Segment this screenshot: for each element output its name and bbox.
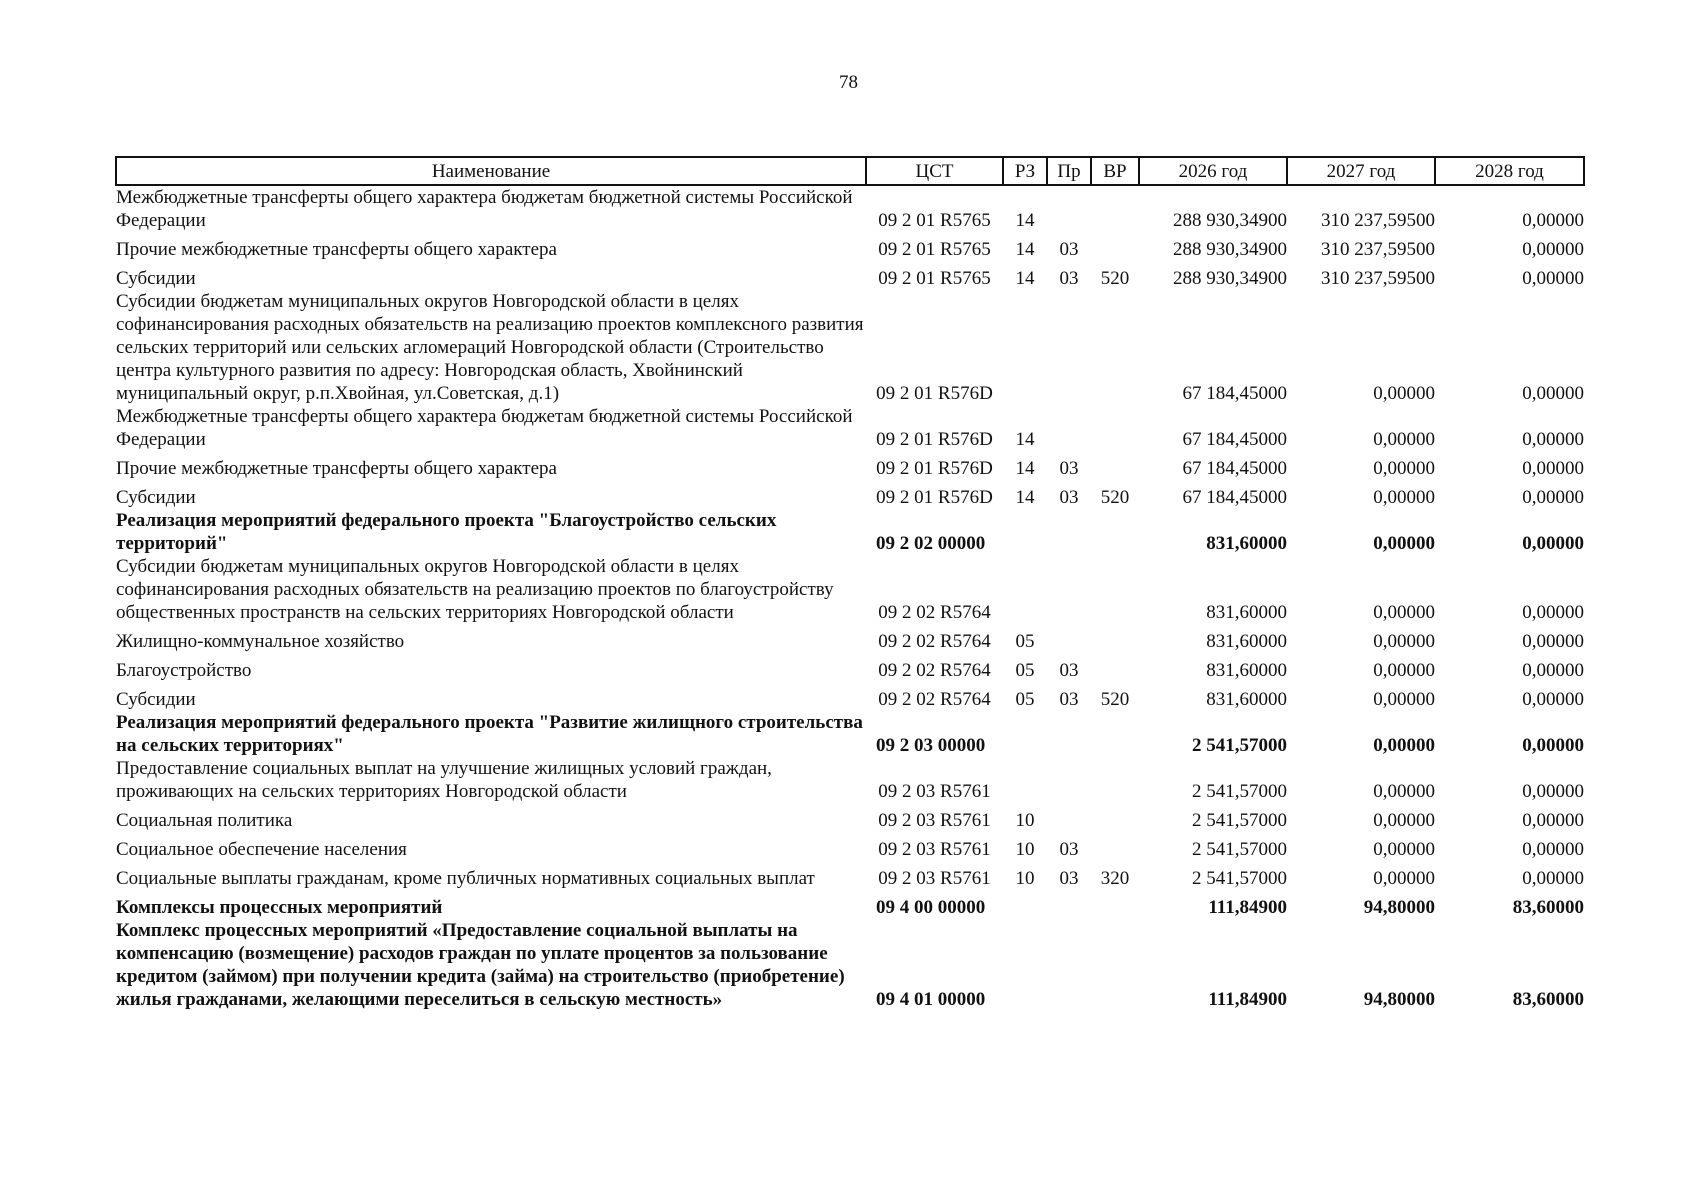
cell-2028: 83,60000 xyxy=(1512,897,1584,918)
cell-2027: 0,00000 xyxy=(1373,602,1435,623)
cell-rz: 14 xyxy=(1015,487,1035,508)
cell-2026: 2 541,57000 xyxy=(1192,868,1287,889)
cell-2028: 0,00000 xyxy=(1522,660,1584,681)
cell-2028: 0,00000 xyxy=(1522,602,1584,623)
col-header-vr: ВР xyxy=(1091,157,1139,185)
col-header-2027: 2027 год xyxy=(1287,157,1435,185)
cell-2027: 0,00000 xyxy=(1373,429,1435,450)
cell-pr xyxy=(1047,890,1091,919)
cell-name: Межбюджетные трансферты общего характера бюджетам бюджетной системы Российской Федерации xyxy=(116,187,853,231)
cell-vr xyxy=(1091,290,1139,405)
cell-vr xyxy=(1091,555,1139,624)
cell-cst: 09 2 02 R5764 xyxy=(878,602,991,623)
table-row xyxy=(116,757,1584,803)
table-row xyxy=(116,861,1584,890)
cell-vr: 320 xyxy=(1100,868,1130,889)
cell-rz: 14 xyxy=(1015,239,1035,260)
cell-pr: 03 xyxy=(1059,839,1079,860)
cell-2028: 0,00000 xyxy=(1522,239,1584,260)
cell-2026: 288 930,34900 xyxy=(1173,210,1287,231)
cell-2027: 0,00000 xyxy=(1373,810,1435,831)
cell-pr xyxy=(1047,290,1091,405)
cell-pr: 03 xyxy=(1059,868,1079,889)
cell-2026: 2 541,57000 xyxy=(1192,735,1287,756)
col-header-2026: 2026 год xyxy=(1139,157,1287,185)
table-row xyxy=(116,232,1584,261)
cell-name: Субсидии бюджетам муниципальных округов Новгородской области в целях софинансирования расходных обязательств на реализацию проектов комплексного развития сельских территорий или сельских агломераций Новгородской области (Строительство центра культурного развития по адресу: Новгородская область, Хвойнинский муниципальный округ, р.п.Хвойная, ул.Советская, д.1) xyxy=(116,291,864,404)
cell-name: Предоставление социальных выплат на улучшение жилищных условий граждан, проживающих на сельских территориях Новгородской области xyxy=(116,758,772,802)
cell-2027: 0,00000 xyxy=(1373,458,1435,479)
budget-table xyxy=(115,156,1585,1011)
cell-2027: 0,00000 xyxy=(1373,735,1435,756)
cell-cst: 09 2 01 R576D xyxy=(876,458,993,479)
cell-rz xyxy=(1003,555,1047,624)
cell-2028: 0,00000 xyxy=(1522,487,1584,508)
cell-rz: 05 xyxy=(1015,689,1035,710)
cell-cst: 09 2 01 R576D xyxy=(876,429,993,450)
table-row xyxy=(116,832,1584,861)
table-row xyxy=(116,185,1584,232)
cell-rz: 14 xyxy=(1015,429,1035,450)
cell-pr: 03 xyxy=(1059,689,1079,710)
cell-pr xyxy=(1047,803,1091,832)
cell-cst: 09 2 02 00000 xyxy=(876,533,986,554)
cell-2028: 0,00000 xyxy=(1522,383,1584,404)
cell-rz xyxy=(1003,290,1047,405)
cell-rz xyxy=(1003,890,1047,919)
cell-rz: 10 xyxy=(1015,868,1035,889)
cell-2027: 94,80000 xyxy=(1363,897,1435,918)
cell-vr xyxy=(1091,405,1139,451)
cell-vr xyxy=(1091,451,1139,480)
cell-name: Благоустройство xyxy=(116,660,252,681)
cell-rz: 14 xyxy=(1015,268,1035,289)
cell-2026: 2 541,57000 xyxy=(1192,781,1287,802)
cell-2026: 288 930,34900 xyxy=(1173,268,1287,289)
cell-2028: 0,00000 xyxy=(1522,268,1584,289)
cell-2028: 0,00000 xyxy=(1522,735,1584,756)
cell-name: Субсидии xyxy=(116,689,196,710)
cell-2027: 0,00000 xyxy=(1373,631,1435,652)
cell-rz xyxy=(1003,919,1047,1011)
cell-cst: 09 2 02 R5764 xyxy=(878,660,991,681)
cell-rz: 14 xyxy=(1015,458,1035,479)
table-row xyxy=(116,803,1584,832)
col-header-name: Наименование xyxy=(116,157,866,185)
cell-rz: 05 xyxy=(1015,660,1035,681)
cell-cst: 09 2 01 R5765 xyxy=(878,268,991,289)
cell-name: Реализация мероприятий федерального проекта "Благоустройство сельских территорий" xyxy=(116,510,777,554)
cell-2027: 0,00000 xyxy=(1373,660,1435,681)
cell-name: Социальная политика xyxy=(116,810,293,831)
table-row xyxy=(116,290,1584,405)
cell-2026: 288 930,34900 xyxy=(1173,239,1287,260)
cell-cst: 09 2 02 R5764 xyxy=(878,689,991,710)
cell-pr: 03 xyxy=(1059,268,1079,289)
col-header-rz: РЗ xyxy=(1003,157,1047,185)
cell-2027: 0,00000 xyxy=(1373,839,1435,860)
cell-pr xyxy=(1047,757,1091,803)
cell-vr xyxy=(1091,803,1139,832)
cell-2028: 0,00000 xyxy=(1522,781,1584,802)
cell-cst: 09 2 01 R576D xyxy=(876,487,993,508)
cell-2028: 0,00000 xyxy=(1522,810,1584,831)
cell-name: Субсидии бюджетам муниципальных округов Новгородской области в целях софинансирования расходных обязательств на реализацию проектов по благоустройству общественных пространств на сельских территориях Новгородской области xyxy=(116,556,834,623)
table-row xyxy=(116,624,1584,653)
cell-name: Прочие межбюджетные трансферты общего характера xyxy=(116,458,557,479)
table-row xyxy=(116,555,1584,624)
cell-2026: 67 184,45000 xyxy=(1182,429,1287,450)
cell-rz xyxy=(1003,757,1047,803)
cell-2026: 111,84900 xyxy=(1208,989,1287,1010)
cell-2028: 0,00000 xyxy=(1522,210,1584,231)
cell-cst: 09 2 03 R5761 xyxy=(878,781,991,802)
cell-2026: 831,60000 xyxy=(1206,660,1287,681)
cell-pr: 03 xyxy=(1059,458,1079,479)
cell-pr: 03 xyxy=(1059,487,1079,508)
cell-2027: 0,00000 xyxy=(1373,383,1435,404)
cell-2028: 0,00000 xyxy=(1522,839,1584,860)
table-row xyxy=(116,653,1584,682)
cell-pr xyxy=(1047,624,1091,653)
cell-rz: 10 xyxy=(1015,839,1035,860)
cell-2028: 0,00000 xyxy=(1522,631,1584,652)
cell-name: Субсидии xyxy=(116,268,196,289)
cell-cst: 09 2 03 R5761 xyxy=(878,868,991,889)
cell-vr xyxy=(1091,653,1139,682)
cell-2026: 67 184,45000 xyxy=(1182,487,1287,508)
table-row xyxy=(116,890,1584,919)
cell-cst: 09 4 01 00000 xyxy=(876,989,986,1010)
cell-pr xyxy=(1047,509,1091,555)
cell-vr: 520 xyxy=(1100,487,1130,508)
cell-cst: 09 2 02 R5764 xyxy=(878,631,991,652)
cell-pr xyxy=(1047,555,1091,624)
cell-2028: 83,60000 xyxy=(1512,989,1584,1010)
cell-2026: 831,60000 xyxy=(1206,602,1287,623)
cell-rz xyxy=(1003,711,1047,757)
col-header-2028: 2028 год xyxy=(1435,157,1584,185)
cell-2026: 67 184,45000 xyxy=(1182,383,1287,404)
cell-name: Комплекс процессных мероприятий «Предоставление социальной выплаты на компенсацию (возмещение) расходов граждан по уплате процентов за пользование кредитом (займом) при получении кредита (займа) на строительство (приобретение) жилья гражданами, желающими переселиться в сельскую местность» xyxy=(116,920,845,1010)
cell-2026: 831,60000 xyxy=(1206,631,1287,652)
cell-2027: 310 237,59500 xyxy=(1321,268,1435,289)
table-body xyxy=(116,185,1584,1011)
table-row xyxy=(116,509,1584,555)
cell-rz: 10 xyxy=(1015,810,1035,831)
table-row xyxy=(116,405,1584,451)
cell-cst: 09 2 03 R5761 xyxy=(878,839,991,860)
cell-2026: 831,60000 xyxy=(1206,533,1287,554)
cell-cst: 09 2 03 00000 xyxy=(876,735,986,756)
cell-2027: 0,00000 xyxy=(1373,689,1435,710)
cell-name: Межбюджетные трансферты общего характера бюджетам бюджетной системы Российской Федерации xyxy=(116,406,853,450)
table-row xyxy=(116,682,1584,711)
cell-2027: 310 237,59500 xyxy=(1321,239,1435,260)
cell-cst: 09 2 01 R576D xyxy=(876,383,993,404)
cell-vr xyxy=(1091,711,1139,757)
cell-vr: 520 xyxy=(1100,268,1130,289)
cell-vr xyxy=(1091,232,1139,261)
cell-cst: 09 2 01 R5765 xyxy=(878,210,991,231)
table-row xyxy=(116,919,1584,1011)
table-row xyxy=(116,711,1584,757)
table-row xyxy=(116,480,1584,509)
cell-pr: 03 xyxy=(1059,660,1079,681)
cell-2027: 0,00000 xyxy=(1373,533,1435,554)
cell-rz: 05 xyxy=(1015,631,1035,652)
cell-rz: 14 xyxy=(1015,210,1035,231)
cell-2026: 111,84900 xyxy=(1208,897,1287,918)
table-row xyxy=(116,261,1584,290)
cell-name: Социальные выплаты гражданам, кроме публичных нормативных социальных выплат xyxy=(116,868,815,889)
cell-vr xyxy=(1091,919,1139,1011)
cell-name: Реализация мероприятий федерального проекта "Развитие жилищного строительства на сельских территориях" xyxy=(116,712,863,756)
cell-vr xyxy=(1091,832,1139,861)
cell-vr xyxy=(1091,509,1139,555)
cell-pr xyxy=(1047,405,1091,451)
cell-2028: 0,00000 xyxy=(1522,458,1584,479)
cell-2027: 94,80000 xyxy=(1363,989,1435,1010)
cell-2027: 0,00000 xyxy=(1373,487,1435,508)
cell-vr: 520 xyxy=(1100,689,1130,710)
page-number: 78 xyxy=(839,72,858,93)
cell-cst: 09 4 00 00000 xyxy=(876,897,986,918)
cell-2026: 2 541,57000 xyxy=(1192,810,1287,831)
cell-2026: 67 184,45000 xyxy=(1182,458,1287,479)
cell-vr xyxy=(1091,185,1139,232)
cell-2026: 2 541,57000 xyxy=(1192,839,1287,860)
cell-cst: 09 2 01 R5765 xyxy=(878,239,991,260)
cell-pr xyxy=(1047,919,1091,1011)
cell-name: Социальное обеспечение населения xyxy=(116,839,407,860)
cell-2027: 0,00000 xyxy=(1373,868,1435,889)
table-header-row xyxy=(116,157,1584,185)
cell-name: Комплексы процессных мероприятий xyxy=(116,897,443,918)
cell-vr xyxy=(1091,890,1139,919)
cell-2028: 0,00000 xyxy=(1522,533,1584,554)
cell-2028: 0,00000 xyxy=(1522,868,1584,889)
cell-vr xyxy=(1091,624,1139,653)
cell-name: Прочие межбюджетные трансферты общего характера xyxy=(116,239,557,260)
cell-pr xyxy=(1047,711,1091,757)
cell-vr xyxy=(1091,757,1139,803)
cell-2026: 831,60000 xyxy=(1206,689,1287,710)
cell-2028: 0,00000 xyxy=(1522,689,1584,710)
cell-rz xyxy=(1003,509,1047,555)
col-header-pr: Пр xyxy=(1047,157,1091,185)
col-header-cst: ЦСТ xyxy=(866,157,1003,185)
cell-2027: 0,00000 xyxy=(1373,781,1435,802)
table-row xyxy=(116,451,1584,480)
cell-name: Жилищно-коммунальное хозяйство xyxy=(116,631,405,652)
cell-pr: 03 xyxy=(1059,239,1079,260)
cell-2027: 310 237,59500 xyxy=(1321,210,1435,231)
cell-pr xyxy=(1047,185,1091,232)
cell-2028: 0,00000 xyxy=(1522,429,1584,450)
cell-cst: 09 2 03 R5761 xyxy=(878,810,991,831)
cell-name: Субсидии xyxy=(116,487,196,508)
